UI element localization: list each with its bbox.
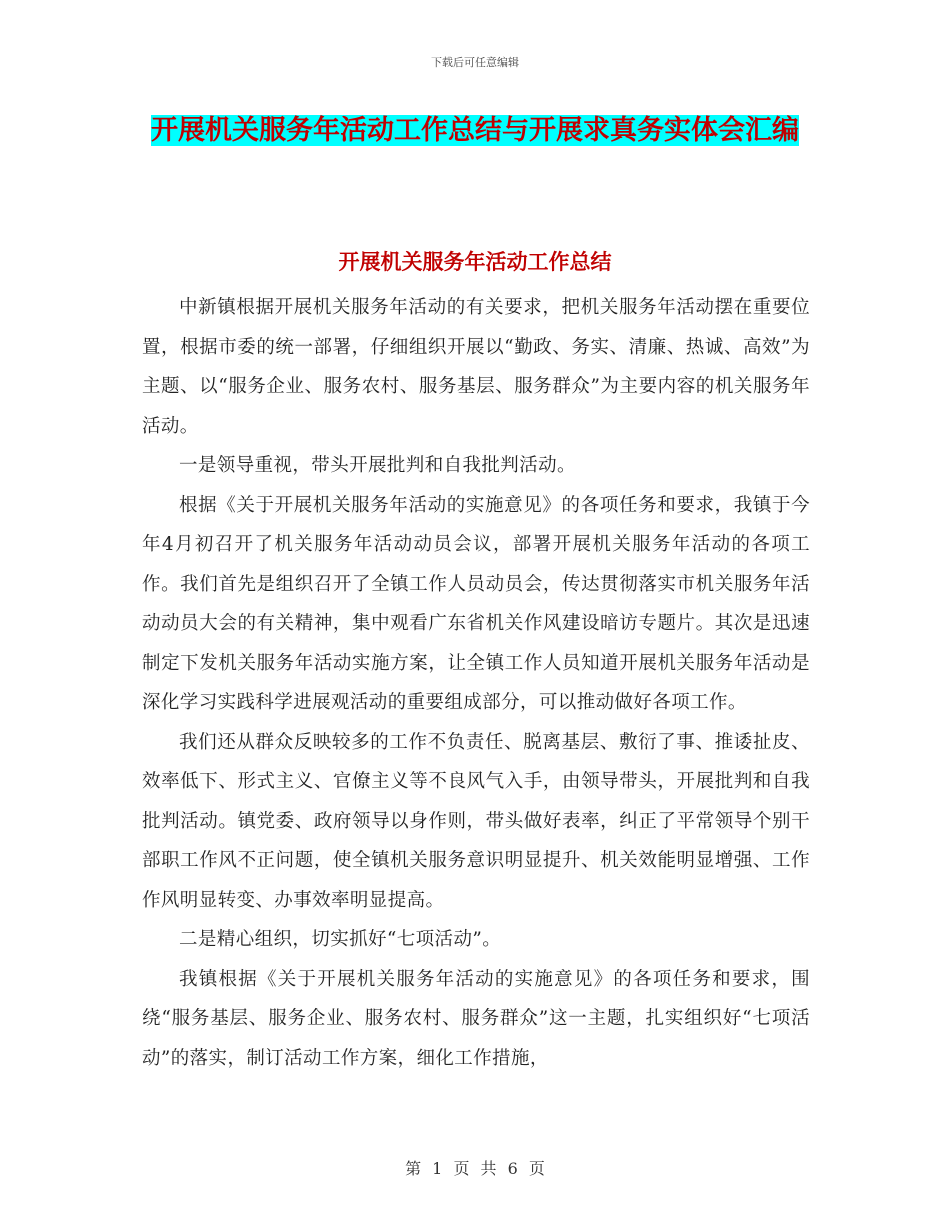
paragraph: 二是精心组织，切实抓好“七项活动”。 [179,929,502,950]
paragraph: 一是领导重视，带头开展批判和自我批判活动。 [179,455,576,476]
document-title [140,108,810,154]
paragraph: 根据《关于开展机关服务年活动的实施意见》的各项任务和要求，我镇于今年4月初召开了机关服务年活动动员会议，部署开展机关服务年活动的各项工作。我们首先是组织召开了全镇工作人员动员会，传达贯彻落实市机关服务年活动动员大会的有关精神，集中观看广东省机关作风建设暗访专题片。其次是迅速制定下发机关服务年活动实施方案，让全镇工作人员知道开展机关服务年活动是深化学习实践科学进展观活动的重要组成部分，可以推动做好各项工作。 [142,494,810,713]
document-title-text: 开展机关服务年活动工作总结与开展求真务实体会汇编 [151,115,799,146]
paragraph: 我镇根据《关于开展机关服务年活动的实施意见》的各项任务和要求，围绕“服务基层、服务企业、服务农村、服务群众”这一主题，扎实组织好“七项活动”的落实，制订活动工作方案，细化工作措施， [142,968,810,1069]
paragraph: 中新镇根据开展机关服务年活动的有关要求，把机关服务年活动摆在重要位置，根据市委的统一部署，仔细组织开展以“勤政、务实、清廉、热诚、高效”为主题、以“服务企业、服务农村、服务基层、服务群众”为主要内容的机关服务年活动。 [142,297,810,437]
document-body [142,288,810,1078]
page-footer: 第 1 页 共 6 页 [405,1159,545,1178]
paragraph: 我们还从群众反映较多的工作不负责任、脱离基层、敷衍了事、推诿扯皮、效率低下、形式主义、官僚主义等不良风气入手，由领导带头，开展批判和自我批判活动。镇党委、政府领导以身作则，带头做好表率，纠正了平常领导个别干部职工作风不正问题，使全镇机关服务意识明显提升、机关效能明显增强、工作作风明显转变、办事效率明显提高。 [142,731,810,911]
section-title: 开展机关服务年活动工作总结 [338,250,612,274]
header-note: 下载后可任意编辑 [431,56,519,69]
